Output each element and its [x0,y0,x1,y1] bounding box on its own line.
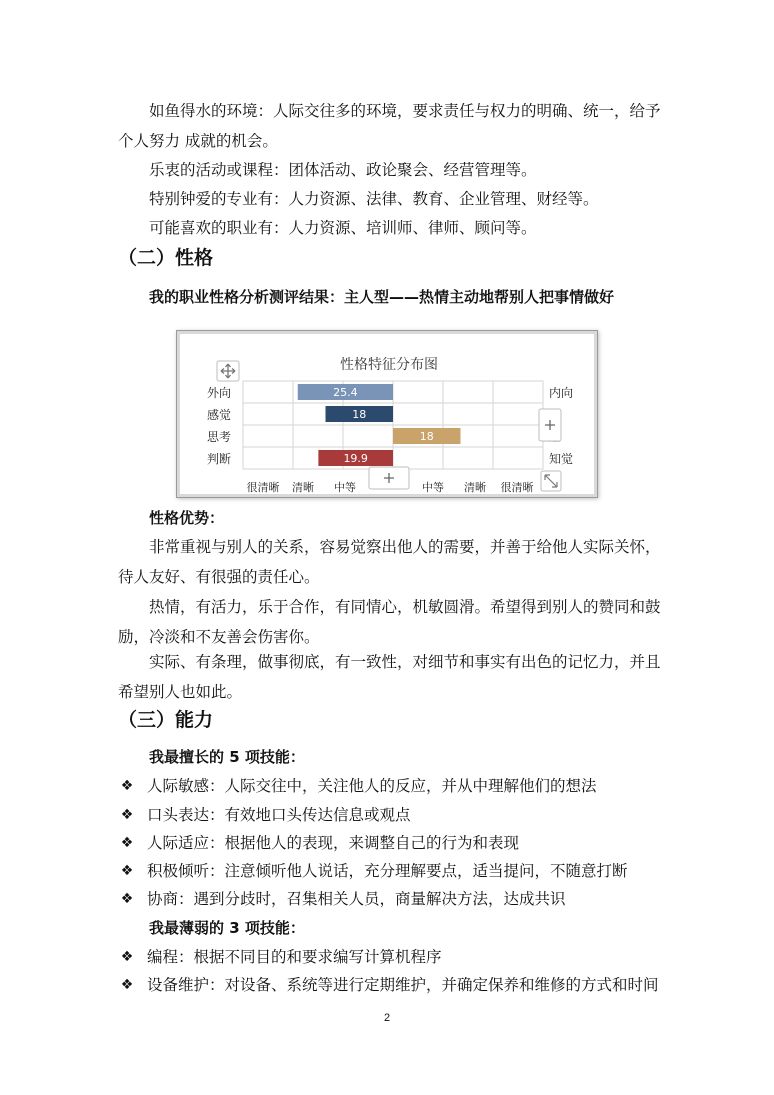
diamond-bullet-icon: ❖ [120,807,134,823]
chart-value-label: 18 [352,408,367,421]
chart-title: 性格特征分布图 [340,357,438,373]
diamond-bullet-icon: ❖ [120,863,134,879]
paragraph-environment: 如鱼得水的环境：人际交往多的环境，要求责任与权力的明确、统一，给予个人努力 成就的机会。 [118,102,661,150]
chart-row-label-left: 感觉 [206,408,232,422]
skill-text: 编程：根据不同目的和要求编写计算机程序 [147,948,442,966]
chart-tick-label: 中等 [334,481,356,494]
personality-chart [176,330,598,498]
skill-text: 人际敏感：人际交往中，关注他人的反应，并从中理解他们的想法 [147,777,597,795]
diamond-bullet-icon: ❖ [120,835,134,851]
chart-value-label: 18 [419,430,434,443]
strength-paragraph-2: 热情，有活力，乐于合作，有同情心，机敏圆滑。希望得到别人的赞同和鼓励，冷淡和不友善会伤害你。 [118,598,661,646]
paragraph-activities: 乐衷的活动或课程：团体活动、政论聚会、经营管理等。 [149,161,537,179]
weak-skills-title: 我最薄弱的 3 项技能： [149,919,305,937]
diamond-bullet-icon: ❖ [120,949,134,965]
diamond-bullet-icon: ❖ [120,891,134,907]
paragraph-jobs: 可能喜欢的职业有：人力资源、培训师、律师、顾问等。 [149,219,537,237]
skill-text: 人际适应：根据他人的表现，来调整自己的行为和表现 [147,834,520,852]
chart-row-label-left: 思考 [206,430,232,444]
chart-tick-label: 很清晰 [246,481,280,494]
chart-tick-label: 清晰 [464,481,486,494]
chart-tick-label: 中等 [422,481,444,494]
top-skills-title: 我最擅长的 5 项技能： [149,748,305,766]
diamond-bullet-icon: ❖ [120,977,134,993]
chart-tick-label: 很清晰 [500,481,534,494]
chart-value-label: 25.4 [333,386,358,399]
chart-value-label: 19.9 [343,452,368,465]
skill-text: 设备维护：对设备、系统等进行定期维护，并确定保养和维修的方式和时间 [147,976,659,994]
diamond-bullet-icon: ❖ [120,778,134,794]
skill-text: 协商：遇到分歧时，召集相关人员，商量解决方法，达成共识 [147,890,566,908]
skill-text: 口头表达：有效地口头传达信息或观点 [147,806,411,824]
strength-paragraph-3: 实际、有条理，做事彻底，有一致性，对细节和事实有出色的记忆力，并且希望别人也如此。 [118,653,661,701]
chart-svg [177,331,597,497]
strength-paragraph-1: 非常重视与别人的关系，容易觉察出他人的需要，并善于给他人实际关怀，待人友好、有很强的责任心。 [118,538,661,586]
section-heading-personality: （二）性格 [118,247,214,269]
chart-tick-label: 清晰 [292,481,314,494]
chart-row-label-right: 知觉 [549,452,574,466]
chart-row-label-left: 外向 [206,386,232,400]
paragraph-majors: 特别钟爱的专业有：人力资源、法律、教育、企业管理、财经等。 [149,190,599,208]
chart-row-label-right: 内向 [549,386,574,400]
chart-row-label-left: 判断 [206,452,232,466]
section-heading-ability: （三）能力 [118,709,214,731]
page-number: 2 [383,1012,391,1024]
strengths-title: 性格优势： [149,509,225,527]
skill-text: 积极倾听：注意倾听他人说话，充分理解要点，适当提问，不随意打断 [147,862,628,880]
personality-result: 我的职业性格分析测评结果：主人型——热情主动地帮别人把事情做好 [149,288,615,306]
